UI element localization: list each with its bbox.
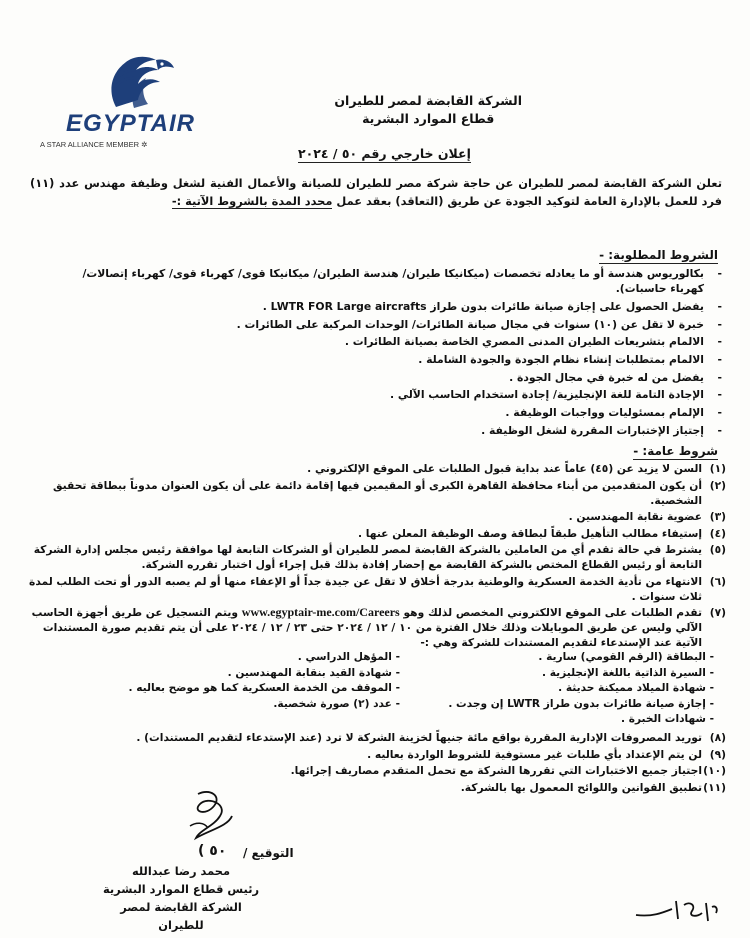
list-item: (٦) الانتهاء من تأدية الخدمة العسكرية والوطنية بدرجة أخلاق لا تقل عن جيدة جداً أو الإعفاء منها أو لم يصبه الدور أو تحت الطلب لمدة ثلاث سنوات . (29, 574, 726, 603)
egyptair-logo (38, 52, 223, 149)
list-item: (١) السن لا يزيد عن (٤٥) عاماً عند بداية قبول الطلبات على الموقع الإلكتروني . (307, 462, 726, 475)
required-title: الشروط المطلوبة: - (599, 248, 718, 262)
intro-last-line: محدد المدة بالشروط الآتية :- (171, 193, 333, 208)
signatory-block (96, 862, 266, 934)
signatory-name: محمد رضا عبدالله (132, 864, 230, 878)
careers-link[interactable]: www.egyptair-me.com/Careers (241, 605, 400, 619)
list-item: (٩) لن يتم الإعتداد بأي طلبات غير مستوفية للشروط الواردة بعاليه . (367, 747, 726, 761)
handwritten-signature (170, 786, 250, 848)
general-list (28, 461, 726, 652)
list-item: (١٠) اجتياز جميع الاختبارات التي تقررها الشركة مع تحمل المتقدم مصاريف إجرائها. (290, 764, 726, 777)
announcement-number: إعلان خارجي رقم ٥٠ / ٢٠٢٤ (298, 146, 471, 161)
list-item: (٣) عضوية نقابة المهندسين . (568, 510, 726, 523)
brand-wordmark: EGYPTAIR (66, 110, 195, 137)
intro-paragraph: تعلن الشركة القابضة لمصر للطيران عن حاجة شركة مصر للطيران للصيانة والأعمال الفنية لشغل وظيفة مهندس عدد (١١) فرد للعمل بالإدارة العامة لتوكيد الجودة عن طريق (التعاقد) بعقد عمل محدد المدة بالشروط الآتية :- (30, 176, 722, 208)
general-list-continued (28, 730, 726, 796)
list-item: - المؤهل الدراسي . (120, 650, 400, 666)
list-item: - الالمام بمتطلبات إنشاء نظام الجودة والجودة الشاملة . (60, 352, 724, 367)
general-title: شروط عامة: - (633, 444, 718, 458)
signatory-company: الشركة القابضة لمصر للطيران (120, 900, 242, 932)
list-item: - يفضل من له خبرة في مجال الجودة . (60, 370, 724, 385)
list-item: - يفضل الحصول على إجازة صيانة طائرات بدون طراز LWTR FOR Large aircrafts . (60, 299, 724, 314)
list-item: - الالمام بتشريعات الطيران المدنى المصري الخاصة بصيانة الطائرات . (60, 334, 724, 349)
list-item: - إجتياز الإختبارات المقررة لشغل الوظيفة . (60, 423, 724, 438)
org-header (334, 92, 522, 128)
list-item: - عدد (٢) صورة شخصية. (120, 697, 400, 713)
signature-number: ( ٥٠ (198, 843, 227, 859)
list-item: - خبرة لا تقل عن (١٠) سنوات في مجال صيانة الطائرات/ الوحدات المركبة على الطائرات . (60, 317, 724, 332)
list-item: (٧) تقدم الطلبات على الموقع الالكتروني المخصص لذلك وهو www.egyptair-me.com/Careers ويتم التسجيل عن طريق أجهزة الحاسب الآلي وليس عن طريق الموبايلات وذلك خلال الفترة من ١٠ / ١٢ / ٢٠٢٤ حتى ٢٣ / ١٢ / ٢٠٢٤ على أن يتم تقديم صورة المستندات الآتية عند الإستدعاء لتقديم المستندات للشركة وهي :- (31, 605, 726, 649)
list-item: (٥) يشترط في حالة تقدم أي من العاملين بالشركة القابضة لمصر للطيران أو الشركات التابعة لها موافقة رئيس مجلس إدارة الشركة التابعة أو رئيس القطاع المختص بالشركة القابضة مع إحضار إفادة بذلك قبل إجراء أول اختبار تقرره الشركة. (33, 543, 726, 571)
list-item: (٤) إستيفاء مطالب التأهيل طبقاً لبطاقة وصف الوظيفة المعلن عنها . (357, 526, 726, 540)
list-item: (٢) أن يكون المتقدمين من أبناء محافظة القاهرة الكبرى أو المقيمين فيها إقامة دائمة على أن يكون العنوان مدوناً ببطاقة تحقيق الشخصية. (53, 478, 726, 507)
list-item: - شهادات الخبرة . (384, 712, 714, 728)
list-item: - الإجادة التامة للغة الإنجليزية/ إجادة استخدام الحاسب الآلي . (60, 387, 724, 402)
signature-label: التوقيع / (243, 846, 294, 860)
org-sector: قطاع الموارد البشرية (362, 111, 495, 126)
star-alliance-icon: ✲ (141, 140, 148, 149)
org-name: الشركة القابضة لمصر للطيران (334, 93, 522, 108)
list-item: - البطاقة (الرقم القومي) سارية . (384, 650, 714, 666)
signatory-title: رئيس قطاع الموارد البشرية (102, 882, 260, 896)
documents-list-left (120, 650, 400, 712)
list-item: - الإلمام بمسئوليات وواجبات الوظيفة . (60, 405, 724, 420)
horus-icon (38, 52, 223, 112)
documents-list-right (384, 650, 714, 728)
alliance-label: A STAR ALLIANCE MEMBER ✲ (40, 140, 148, 149)
list-item: - بكالوريوس هندسة أو ما يعادله تخصصات (ميكانيكا طيران/ هندسة الطيران/ ميكانيكا قوى/ كهرباء قوى/ كهرباء إتصالات/ كهرباء حاسبات). (60, 266, 724, 296)
handwritten-initials (632, 895, 722, 927)
required-list (60, 266, 724, 441)
list-item: - إجازة صيانة طائرات بدون طراز LWTR إن وجدت . (384, 697, 714, 713)
list-item: - شهادة الميلاد مميكنة حديثة . (384, 681, 714, 697)
list-item: (١١) تطبيق القوانين واللوائح المعمول بها بالشركة. (460, 780, 726, 794)
list-item: (٨) توريد المصروفات الإدارية المقررة بواقع مائة جنيهاً لخزينة الشركة لا ترد (عند الإستدعاء لتقديم المستندات) . (136, 731, 726, 744)
list-item: - شهادة القيد بنقابة المهندسين . (120, 666, 400, 682)
list-item: - الموقف من الخدمة العسكرية كما هو موضح بعاليه . (120, 681, 400, 697)
list-item: - السيرة الذاتية باللغة الإنجليزية . (384, 666, 714, 682)
